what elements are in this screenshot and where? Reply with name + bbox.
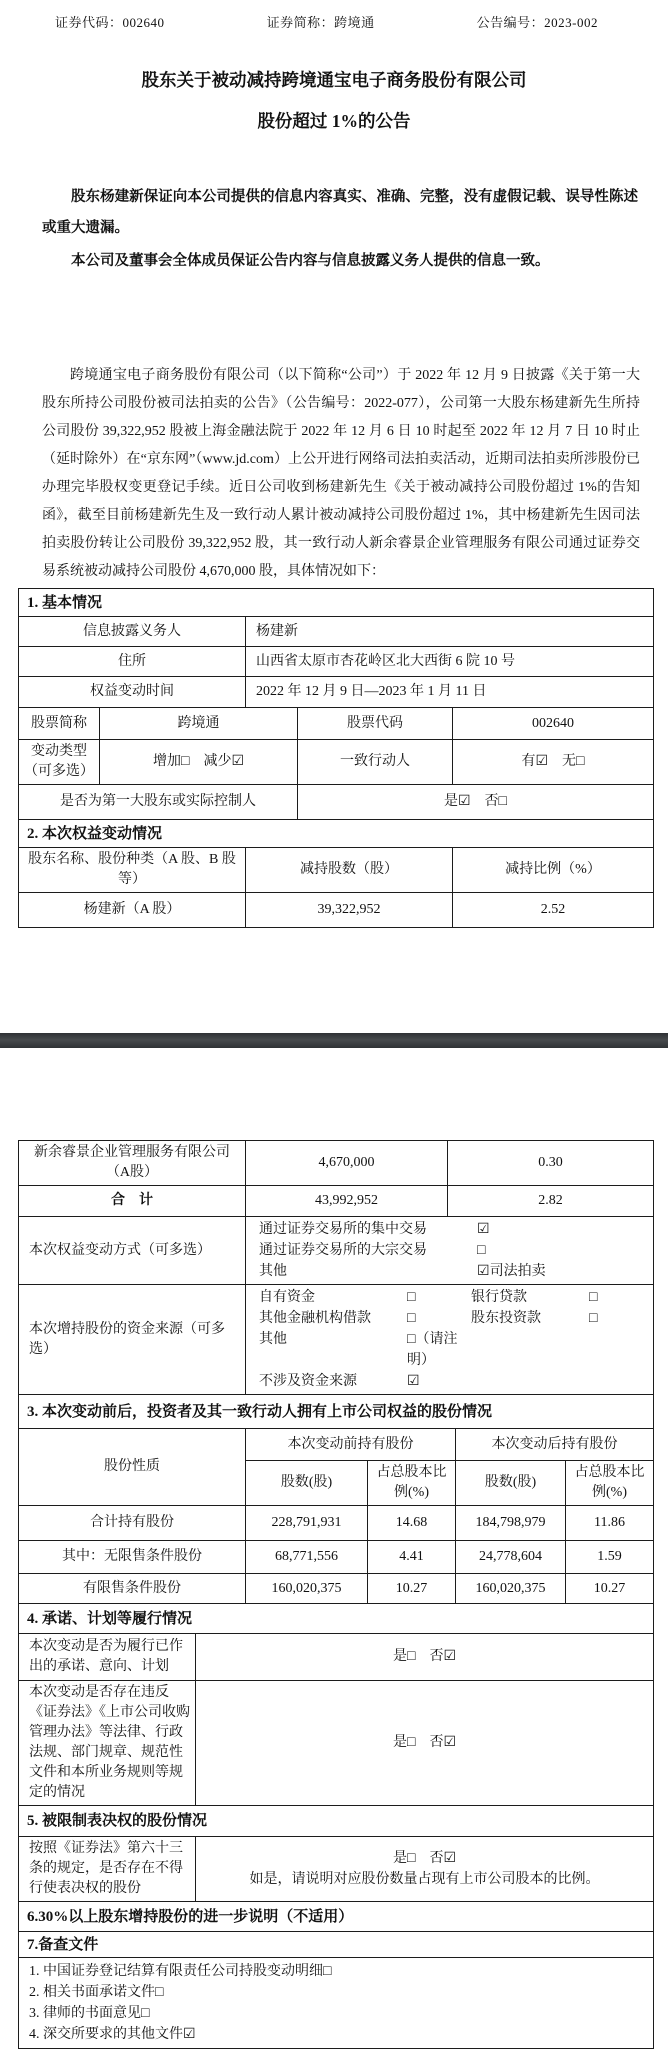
s4-row2-label: 本次变动是否存在违反《证券法》《上市公司收购管理办法》等法律、行政法规、部门规章、规范性文件和本所业务规则等规定的情况 [19, 1681, 196, 1806]
checkbox-unchecked-icon: □ [589, 1311, 598, 1326]
page-break-bar [0, 1033, 668, 1048]
s5-note: 如是，请说明对应股份数量占现有上市公司股本的比例。 [249, 1872, 600, 1887]
change-method-options [246, 1217, 654, 1285]
funds-option-row [251, 1287, 648, 1308]
largest-shareholder-checkboxes: 是☑ 否□ [298, 785, 654, 820]
stock-short-label: 股票简称 [19, 708, 100, 740]
section5-title: 5. 被限制表决权的股份情况 [19, 1806, 654, 1837]
checkbox-placeholder [589, 1329, 648, 1371]
s2-total-pct: 2.82 [448, 1186, 654, 1217]
s3-row3-before-shares: 160,020,375 [246, 1574, 368, 1604]
s3-row1-after-shares: 184,798,979 [456, 1506, 566, 1541]
s3-nature-header: 股份性质 [19, 1429, 246, 1506]
s3-row1-before-pct: 14.68 [368, 1506, 456, 1541]
period-label: 权益变动时间 [19, 677, 246, 708]
s2-row1-shares: 39,322,952 [246, 893, 453, 928]
security-code: 证券代码：002640 [55, 15, 165, 30]
funds-option-label: 银行贷款 [471, 1290, 528, 1305]
s3-row3-before-pct: 10.27 [368, 1574, 456, 1604]
address-label: 住所 [19, 647, 246, 677]
s2-header-pct: 减持比例（%） [453, 848, 654, 893]
s3-after-header: 本次变动后持有股份 [456, 1429, 654, 1461]
section7-title: 7.备查文件 [19, 1932, 654, 1958]
s2-row1-pct: 2.52 [453, 893, 654, 928]
discloser-value: 杨建新 [246, 617, 654, 647]
s2-row2-shares: 4,670,000 [246, 1141, 448, 1186]
declaration-paragraph-1: 股东杨建新保证向本公司提供的信息内容真实、准确、完整，没有虚假记载、误导性陈述或重大遗漏。 [42, 189, 638, 236]
s3-before-shares-header: 股数(股) [246, 1461, 368, 1506]
funds-option-label: 其他金融机构借款 [259, 1311, 372, 1326]
s3-before-pct-header: 占总股本比例(%) [368, 1461, 456, 1506]
page-title-line1: 股东关于被动减持跨境通宝电子商务股份有限公司 [141, 70, 527, 90]
s3-row1-after-pct: 11.86 [566, 1506, 654, 1541]
checkbox-placeholder [589, 1371, 648, 1392]
reference-documents-list [19, 1958, 654, 2049]
security-short-name: 证券简称：跨境通 [266, 15, 375, 30]
funds-option-row [251, 1308, 648, 1329]
funds-option-label: 其他 [259, 1332, 288, 1347]
s3-row3-after-shares: 160,020,375 [456, 1574, 566, 1604]
s3-after-pct-header: 占总股本比例(%) [566, 1461, 654, 1506]
s4-row2-checkboxes: 是□ 否☑ [196, 1681, 654, 1806]
method-option-centralized [251, 1219, 648, 1240]
s5-row-value [196, 1837, 654, 1902]
s5-checkboxes: 是□ 否☑ [393, 1851, 457, 1866]
funds-option-label [471, 1371, 589, 1392]
s2-header-shares: 减持股数（股） [246, 848, 453, 893]
method-option-block-trade [251, 1240, 648, 1261]
s3-row1-name: 合计持有股份 [19, 1506, 246, 1541]
s3-row2-name: 其中：无限售条件股份 [19, 1541, 246, 1574]
reference-document-item: 2. 相关书面承诺文件□ [29, 1985, 164, 2000]
s3-row2-before-pct: 4.41 [368, 1541, 456, 1574]
details-table [18, 1140, 654, 2049]
page-title [0, 60, 668, 142]
change-type-label: 变动类型（可多选） [19, 740, 100, 785]
funds-option-label [471, 1329, 589, 1371]
checkbox-checked-icon: ☑司法拍卖 [477, 1264, 546, 1279]
section2-title: 2. 本次权益变动情况 [19, 820, 654, 848]
funds-option-label: 股东投资款 [471, 1311, 542, 1326]
declaration-paragraph-2: 本公司及董事会全体成员保证公告内容与信息披露义务人提供的信息一致。 [71, 253, 550, 269]
s3-row2-after-shares: 24,778,604 [456, 1541, 566, 1574]
s2-total-label: 合 计 [19, 1186, 246, 1217]
s3-row2-before-shares: 68,771,556 [246, 1541, 368, 1574]
checkbox-unchecked-icon: □ [589, 1290, 598, 1305]
method-option-label: 通过证券交易所的集中交易 [259, 1222, 428, 1237]
stock-code-label: 股票代码 [298, 708, 453, 740]
funds-option-row [251, 1329, 648, 1371]
s3-row1-before-shares: 228,791,931 [246, 1506, 368, 1541]
method-option-label: 通过证券交易所的大宗交易 [259, 1243, 428, 1258]
s2-header-name: 股东名称、股份种类（A 股、B 股等） [19, 848, 246, 893]
change-type-checkboxes: 增加□ 减少☑ [100, 740, 298, 785]
address-value: 山西省太原市杏花岭区北大西街 6 院 10 号 [246, 647, 654, 677]
s5-row-label: 按照《证券法》第六十三条的规定，是否存在不得行使表决权的股份 [19, 1837, 196, 1902]
period-value: 2022 年 12 月 9 日—2023 年 1 月 11 日 [246, 677, 654, 708]
checkbox-unchecked-icon: □ [407, 1311, 416, 1326]
s3-row3-name: 有限售条件股份 [19, 1574, 246, 1604]
checkbox-unchecked-icon: □ [477, 1243, 486, 1258]
funds-option-row [251, 1371, 648, 1392]
basic-info-table [18, 588, 654, 928]
method-option-label: 其他 [259, 1264, 288, 1279]
funds-source-options [246, 1285, 654, 1395]
acting-person-checkboxes: 有☑ 无□ [453, 740, 654, 785]
funds-option-label: 自有资金 [259, 1290, 316, 1305]
s2-row2-name: 新余睿景企业管理服务有限公司（A股） [19, 1141, 246, 1186]
s3-row2-after-pct: 1.59 [566, 1541, 654, 1574]
funds-option-label: 不涉及资金来源 [259, 1374, 358, 1389]
s3-row3-after-pct: 10.27 [566, 1574, 654, 1604]
s3-before-header: 本次变动前持有股份 [246, 1429, 456, 1461]
checkbox-unchecked-icon: □ [407, 1290, 416, 1305]
section1-title: 1. 基本情况 [19, 589, 654, 617]
section4-title: 4. 承诺、计划等履行情况 [19, 1604, 654, 1634]
checkbox-unchecked-icon: □（请注明） [407, 1332, 458, 1368]
section6-title: 6.30%以上股东增持股份的进一步说明（不适用） [19, 1902, 654, 1932]
s3-after-shares-header: 股数(股) [456, 1461, 566, 1506]
change-method-label: 本次权益变动方式（可多选） [19, 1217, 246, 1285]
s4-row1-label: 本次变动是否为履行已作出的承诺、意向、计划 [19, 1634, 196, 1681]
body-paragraph: 跨境通宝电子商务股份有限公司（以下简称“公司”）于 2022 年 12 月 9 日披露《关于第一大股东所持公司股份被司法拍卖的公告》（公告编号：2022-077），公司第一大股东杨建新先生所持公司股份 39,322,952 股被上海金融法院于 2022 年 12 月 6 日 10 时起至 2022 年 12 月 7 日 10 时止（延时除外）在“京东网”（www.jd.com）上公开进行网络司法拍卖活动，近期司法拍卖所涉股份已办理完毕股权变更登记手续。近日公司收到杨建新先生《关于被动减持公司股份超过 1%的告知函》，截至目前杨建新先生及一致行动人累计被动减持公司股份超过 1%，其中杨建新先生因司法拍卖股份转让公司股份 39,322,952 股，其一致行动人新余睿景企业管理服务有限公司通过证券交易系统被动减持公司股份 4,670,000 股，具体情况如下： [42, 368, 640, 579]
s2-row2-pct: 0.30 [448, 1141, 654, 1186]
reference-document-item: 4. 深交所要求的其他文件☑ [29, 2027, 196, 2042]
announcement-number: 公告编号：2023-002 [476, 15, 598, 30]
checkbox-checked-icon: ☑ [407, 1374, 420, 1389]
discloser-label: 信息披露义务人 [19, 617, 246, 647]
document-header [55, 12, 598, 31]
acting-person-label: 一致行动人 [298, 740, 453, 785]
s2-row1-name: 杨建新（A 股） [19, 893, 246, 928]
stock-short-value: 跨境通 [100, 708, 298, 740]
section3-title: 3. 本次变动前后，投资者及其一致行动人拥有上市公司权益的股份情况 [19, 1395, 654, 1429]
s4-row1-checkboxes: 是□ 否☑ [196, 1634, 654, 1681]
largest-shareholder-label: 是否为第一大股东或实际控制人 [19, 785, 298, 820]
method-option-other [251, 1261, 648, 1282]
funds-source-label: 本次增持股份的资金来源（可多选） [19, 1285, 246, 1395]
page-title-line2: 股份超过 1%的公告 [257, 111, 411, 131]
s2-total-shares: 43,992,952 [246, 1186, 448, 1217]
reference-document-item: 3. 律师的书面意见□ [29, 2006, 150, 2021]
stock-code-value: 002640 [453, 708, 654, 740]
reference-document-item: 1. 中国证券登记结算有限责任公司持股变动明细□ [29, 1964, 332, 1979]
checkbox-checked-icon: ☑ [477, 1222, 490, 1237]
